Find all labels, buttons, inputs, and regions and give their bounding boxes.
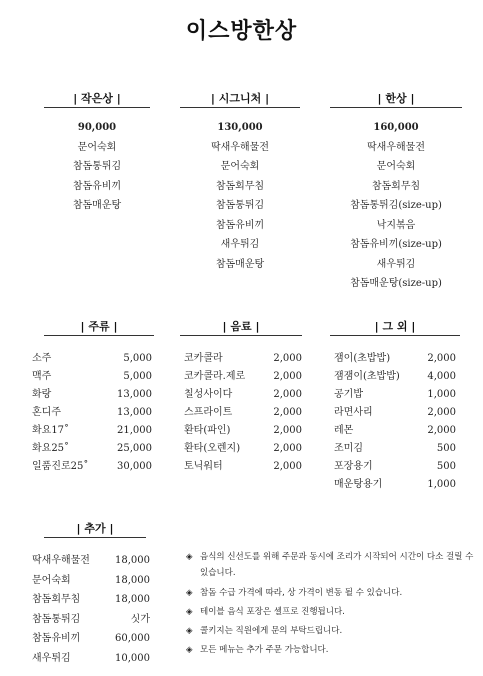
- extras-rows: [32, 551, 150, 668]
- item-name: 화요17˚: [32, 425, 70, 436]
- item-price: 2,000: [273, 389, 302, 400]
- diamond-bullet-icon: ◈: [186, 626, 193, 636]
- menu-row: [184, 386, 302, 404]
- item-price: 2,000: [273, 353, 302, 364]
- menu-row: [32, 458, 152, 476]
- item-price: 13,000: [117, 389, 152, 400]
- set-hansang: [330, 90, 462, 294]
- note-text: 참돔 수급 가격에 따라, 상 가격이 변동 될 수 있습니다.: [200, 588, 403, 598]
- item-name: 맥주: [32, 371, 52, 382]
- menu-row: [32, 610, 150, 630]
- diamond-bullet-icon: ◈: [186, 607, 193, 617]
- menu-row: [334, 386, 456, 404]
- item-price: 18,000: [115, 594, 150, 605]
- item-price: 2,000: [427, 407, 456, 418]
- diamond-bullet-icon: ◈: [186, 552, 193, 562]
- menu-row: [32, 404, 152, 422]
- item-name: 화랑: [32, 389, 52, 400]
- set-item: 참돔통튀김: [215, 200, 265, 211]
- menu-row: [32, 422, 152, 440]
- set-signature-items: [180, 118, 300, 274]
- set-hansang-price: 160,000: [373, 122, 419, 133]
- item-name: 토닉워터: [184, 461, 223, 472]
- note-text: 테이블 음식 포장은 셀프로 진행됩니다.: [200, 607, 345, 617]
- item-name: 환타(파인): [184, 425, 231, 436]
- note-item: [186, 603, 476, 622]
- item-price: 5,000: [123, 353, 152, 364]
- menu-row: [184, 368, 302, 386]
- menu-row: [334, 404, 456, 422]
- item-price: 10,000: [115, 652, 150, 664]
- item-price: 500: [436, 443, 456, 454]
- menu-row: [184, 440, 302, 458]
- note-item: [186, 549, 476, 581]
- set-signature-heading: | 시그니처 |: [180, 90, 300, 108]
- others-rows: [334, 350, 456, 494]
- note-item: [186, 622, 476, 641]
- menu-row: [184, 458, 302, 476]
- note-text: 음식의 신선도를 위해 주문과 동시에 조리가 시작되어 시간이 다소 걸릴 수 있습니다.: [200, 552, 474, 578]
- liquor-section: [32, 318, 152, 476]
- set-item: 참돔통튀김(size-up): [350, 200, 442, 211]
- notes: [186, 548, 476, 660]
- liquor-heading-text: 주류: [88, 320, 110, 333]
- item-name: 새우튀김: [32, 652, 71, 664]
- item-price: 21,000: [117, 425, 152, 436]
- menu-row: [334, 476, 456, 494]
- drinks-rows: [184, 350, 302, 476]
- menu-row: [334, 350, 456, 368]
- menu-row: [32, 649, 150, 669]
- set-item: 참돔유비끼: [72, 180, 122, 192]
- menu-row: [184, 404, 302, 422]
- set-item: 새우튀김: [376, 258, 416, 270]
- extras-heading-text: 추가: [84, 522, 106, 535]
- item-name: 참돔유비끼: [32, 633, 81, 644]
- item-price: 25,000: [117, 443, 152, 454]
- item-name: 레몬: [334, 425, 354, 436]
- note-text: 모든 메뉴는 추가 주문 가능합니다.: [200, 645, 329, 655]
- set-item: 문어숙회: [77, 141, 117, 153]
- others-heading: | 그 외 |: [330, 318, 460, 336]
- menu-title: 이스방한상: [185, 19, 298, 44]
- item-name: 참돔회무침: [32, 594, 81, 605]
- set-hansang-heading: | 한상 |: [330, 90, 462, 108]
- note-item: [186, 584, 476, 603]
- set-item: 참돔매운탕: [215, 258, 265, 270]
- note-item: [186, 641, 476, 660]
- menu-row: [32, 440, 152, 458]
- item-name: 문어숙회: [32, 574, 71, 586]
- item-name: 스프라이트: [184, 407, 233, 418]
- item-price: 2,000: [273, 425, 302, 436]
- item-price: 2,000: [273, 371, 302, 382]
- item-price: 4,000: [427, 371, 456, 382]
- drinks-heading-text: 음료: [230, 320, 252, 333]
- menu-row: [334, 368, 456, 386]
- menu-row: [32, 368, 152, 386]
- menu-row: [32, 551, 150, 571]
- item-price: 500: [436, 461, 456, 472]
- set-item: 참돔매운탕(size-up): [350, 278, 442, 289]
- item-price: 2,000: [427, 353, 456, 364]
- item-name: 소주: [32, 353, 52, 364]
- menu-row: [32, 629, 150, 649]
- set-item: 참돔매운탕: [72, 200, 122, 211]
- item-price: 2,000: [427, 425, 456, 436]
- item-name: 칠성사이다: [184, 389, 233, 400]
- item-price: 2,000: [273, 443, 302, 454]
- set-item: 딱새우해물전: [211, 141, 269, 153]
- liquor-heading: | 주류 |: [44, 318, 154, 336]
- item-name: 딱새우해물전: [32, 555, 90, 566]
- set-small-price: 90,000: [77, 122, 117, 133]
- set-item: 딱새우해물전: [367, 141, 425, 153]
- set-item: 참돔유비끼(size-up): [350, 239, 442, 250]
- diamond-bullet-icon: ◈: [186, 588, 193, 598]
- set-item: 참돔유비끼: [215, 219, 265, 231]
- others-heading-text: 그 외: [382, 320, 408, 333]
- item-price: 1,000: [427, 479, 456, 490]
- set-item: 낙지볶음: [376, 219, 416, 231]
- menu-row: [32, 386, 152, 404]
- set-item: 참돔회무침: [215, 180, 265, 192]
- item-price: 2,000: [273, 461, 302, 472]
- item-name: 잼이(초밥밥): [334, 353, 391, 364]
- set-item: 참돔회무침: [371, 180, 421, 192]
- item-name: 공기밥: [334, 389, 363, 400]
- item-price: 18,000: [115, 555, 150, 566]
- item-name: 라면사리: [334, 407, 373, 418]
- item-name: 매운탕용기: [334, 479, 383, 490]
- set-small-items: [44, 118, 150, 216]
- set-hansang-heading-text: 한상: [385, 92, 407, 105]
- menu-row: [334, 440, 456, 458]
- item-name: 참돔통튀김: [32, 613, 81, 625]
- set-item: 문어숙회: [376, 161, 416, 172]
- item-name: 일품진로25˚: [32, 461, 89, 472]
- others-section: [334, 318, 456, 494]
- menu-row: [184, 422, 302, 440]
- item-price: 5,000: [123, 371, 152, 382]
- item-price: 30,000: [117, 461, 152, 472]
- set-item: 새우튀김: [220, 239, 260, 250]
- item-name: 조미김: [334, 443, 363, 454]
- item-price: 2,000: [273, 407, 302, 418]
- set-hansang-items: [330, 118, 462, 294]
- set-signature-price: 130,000: [217, 122, 263, 133]
- extras-heading: | 추가 |: [44, 520, 146, 538]
- set-signature-heading-text: 시그니처: [218, 92, 262, 105]
- liquor-rows: [32, 350, 152, 476]
- item-name: 코카콜라: [184, 353, 223, 364]
- drinks-section: [184, 318, 302, 476]
- extras-section: [32, 520, 150, 668]
- item-name: 환타(오렌지): [184, 443, 241, 454]
- menu-row: [334, 422, 456, 440]
- menu-row: [32, 350, 152, 368]
- note-text: 콜키지는 직원에게 문의 부탁드립니다.: [200, 626, 343, 636]
- menu-row: [32, 571, 150, 591]
- item-price: 13,000: [117, 407, 152, 418]
- menu-row: [334, 458, 456, 476]
- item-name: 잼잼이(초밥밥): [334, 371, 400, 382]
- item-price: 60,000: [115, 633, 150, 644]
- set-small-heading: | 작은상 |: [44, 90, 150, 108]
- set-small-heading-text: 작은상: [81, 92, 113, 105]
- item-price: 1,000: [427, 389, 456, 400]
- set-item: 문어숙회: [220, 161, 260, 172]
- item-name: 포장용기: [334, 461, 373, 472]
- item-price: 싯가: [130, 613, 150, 625]
- set-item: 참돔통튀김: [72, 161, 122, 172]
- set-small: [44, 90, 150, 216]
- diamond-bullet-icon: ◈: [186, 645, 193, 655]
- drinks-heading: | 음료 |: [180, 318, 302, 336]
- item-name: 코카콜라.제로: [184, 371, 246, 382]
- menu-row: [32, 590, 150, 610]
- set-signature: [180, 90, 300, 274]
- item-name: 혼디주: [32, 407, 61, 418]
- item-price: 18,000: [115, 574, 150, 586]
- menu-row: [184, 350, 302, 368]
- item-name: 화요25˚: [32, 443, 70, 454]
